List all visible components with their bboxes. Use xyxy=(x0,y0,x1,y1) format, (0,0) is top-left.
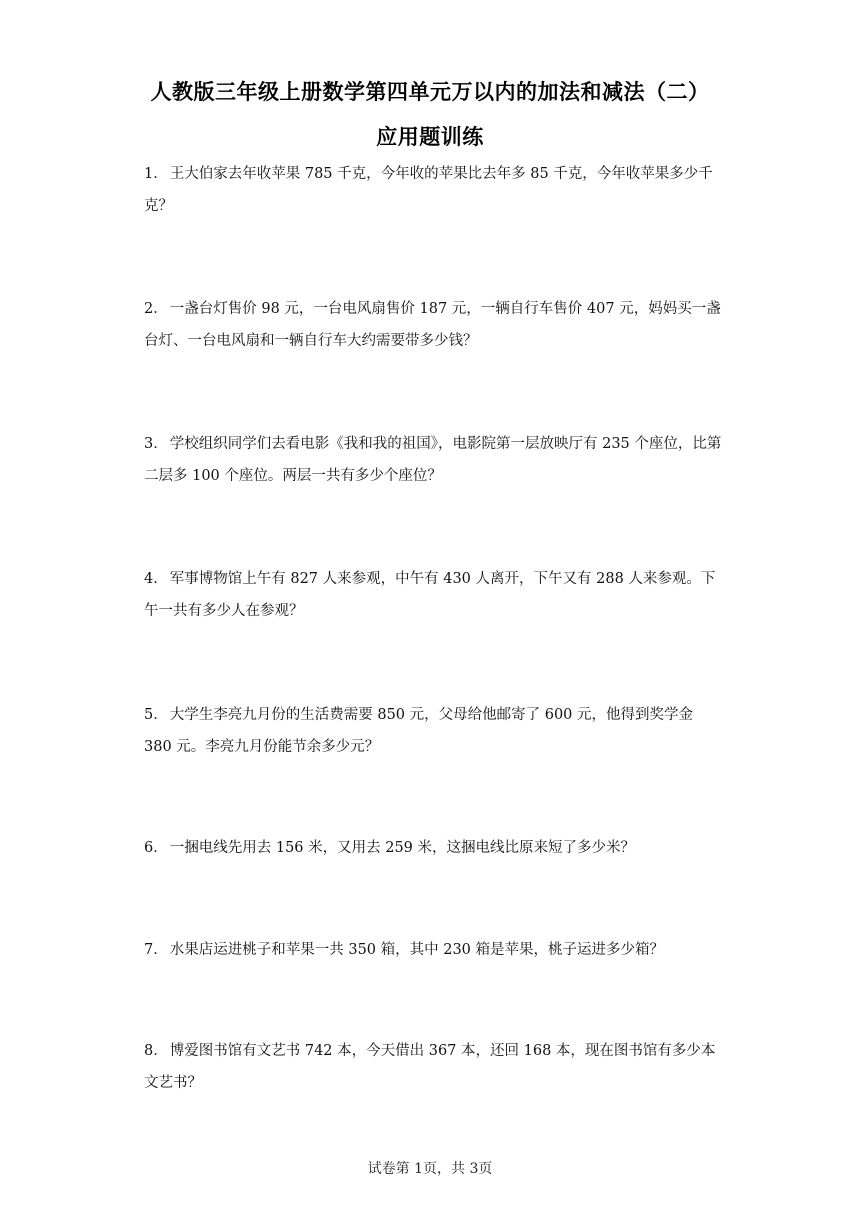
question-number: 6． xyxy=(144,840,168,856)
question-text: 学校组织同学们去看电影《我和我的祖国》，电影院第一层放映厅有 235 个座位，比第二层多 100 个座位。两层一共有多少个座位？ xyxy=(144,436,722,484)
question-text: 博爱图书馆有文艺书 742 本，今天借出 367 本，还回 168 本，现在图书馆有多少本文艺书？ xyxy=(144,1043,716,1091)
question-number: 5． xyxy=(144,707,168,723)
page-footer: 试卷第 1页，共 3页 xyxy=(367,1161,493,1177)
question-number: 8． xyxy=(144,1043,168,1059)
question-text: 水果店运进桃子和苹果一共 350 箱，其中 230 箱是苹果，桃子运进多少箱？ xyxy=(169,942,665,958)
question-text: 王大伯家去年收苹果 785 千克，今年收的苹果比去年多 85 千克，今年收苹果多少千克？ xyxy=(144,166,713,214)
question-number: 2． xyxy=(144,301,168,317)
question-8 xyxy=(144,1035,724,1099)
question-3 xyxy=(144,428,724,492)
question-4 xyxy=(144,563,724,627)
question-text: 大学生李亮九月份的生活费需要 850 元，父母给他邮寄了 600 元，他得到奖学金 380 元。李亮九月份能节余多少元？ xyxy=(144,707,694,755)
question-1 xyxy=(144,158,724,222)
question-5 xyxy=(144,699,724,763)
question-text: 一盏台灯售价 98 元，一台电风扇售价 187 元，一辆自行车售价 407 元，妈妈买一盏台灯、一台电风扇和一辆自行车大约需要带多少钱？ xyxy=(144,301,721,349)
document-title: 人教版三年级上册数学第四单元万以内的加法和减法（二） xyxy=(150,80,710,104)
question-7 xyxy=(144,934,724,966)
document-subtitle: 应用题训练 xyxy=(376,125,484,149)
question-6 xyxy=(144,832,724,864)
question-number: 1． xyxy=(144,166,168,182)
question-2 xyxy=(144,293,724,357)
question-number: 4． xyxy=(144,571,168,587)
question-text: 军事博物馆上午有 827 人来参观，中午有 430 人离开，下午又有 288 人来参观。下午一共有多少人在参观？ xyxy=(144,571,716,619)
question-number: 7． xyxy=(144,942,168,958)
question-number: 3． xyxy=(144,436,168,452)
question-text: 一捆电线先用去 156 米，又用去 259 米，这捆电线比原来短了多少米？ xyxy=(169,840,636,856)
